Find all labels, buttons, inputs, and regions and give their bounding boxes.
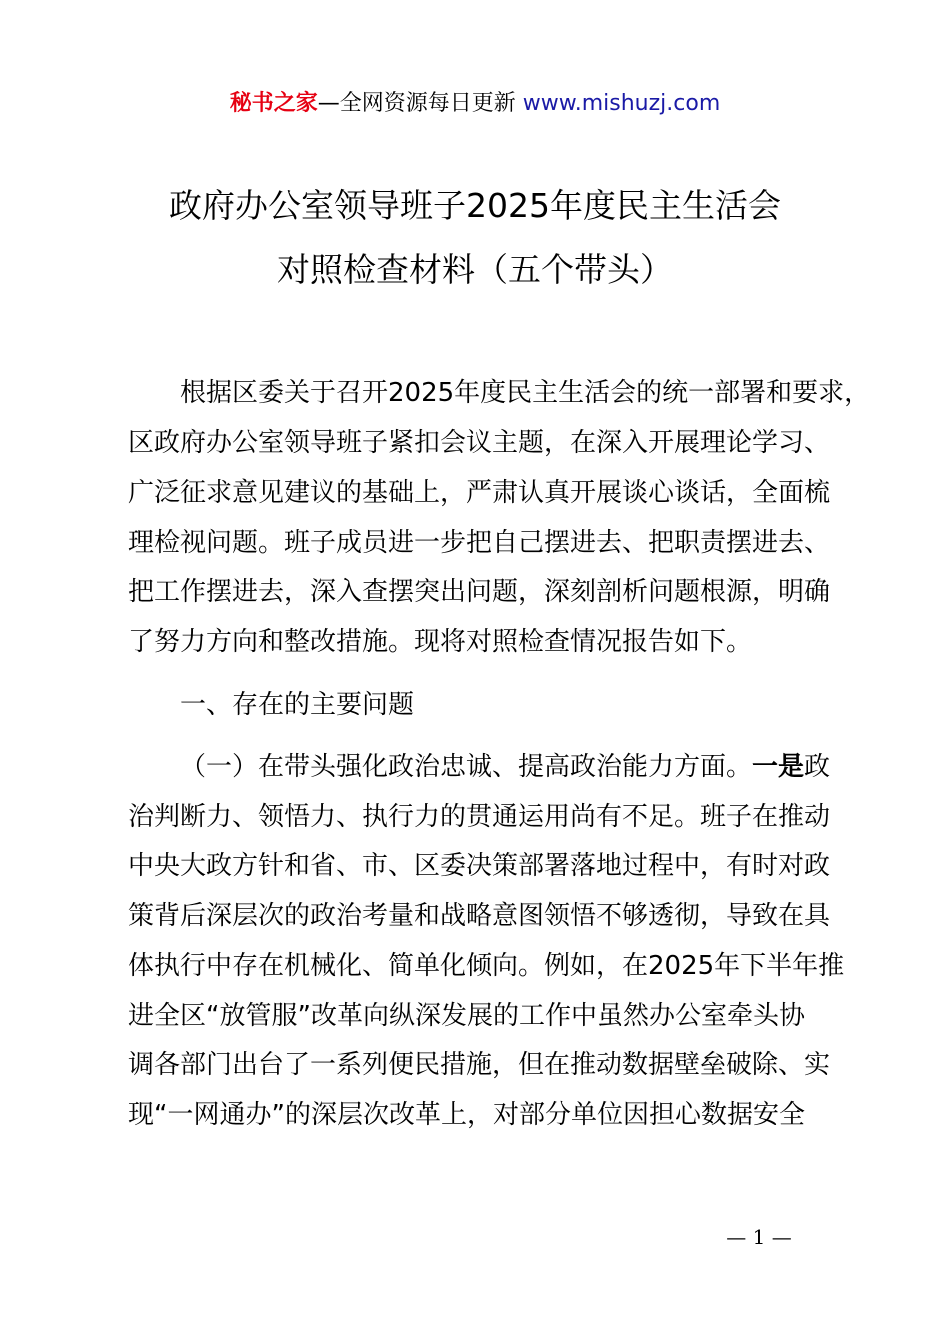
subsection-line: 中央大政方针和省、市、区委决策部署落地过程中，有时对政: [128, 851, 831, 881]
brand-name: 秘书之家: [229, 91, 318, 116]
intro-line: 根据区委关于召开2025年度民主生活会的统一部署和要求，: [180, 378, 871, 408]
subsection-line: 调各部门出台了一系列便民措施，但在推动数据壁垒破除、实: [128, 1050, 831, 1080]
intro-line: 广泛征求意见建议的基础上，严肃认真开展谈心谈话，全面梳: [128, 478, 831, 508]
subsection-lead: （一）在带头强化政治忠诚、提高政治能力方面。: [180, 752, 753, 782]
document-title-line-2: 对照检查材料（五个带头）: [277, 250, 673, 289]
site-url-link[interactable]: www.mishuzj.com: [522, 91, 721, 116]
bold-marker: 一是: [752, 752, 805, 782]
subsection-line: 治判断力、领悟力、执行力的贯通运用尚有不足。班子在推动: [128, 802, 831, 832]
intro-line: 理检视问题。班子成员进一步把自己摆进去、把职责摆进去、: [128, 528, 831, 558]
subsection-line: 体执行中存在机械化、简单化倾向。例如，在2025年下半年推: [128, 951, 845, 981]
intro-line: 了努力方向和整改措施。现将对照检查情况报告如下。: [128, 627, 753, 657]
document-title-line-1: 政府办公室领导班子2025年度民主生活会: [169, 186, 781, 225]
section-heading: 一、存在的主要问题: [180, 690, 415, 720]
subsection-first-line: [180, 742, 830, 792]
site-header: [0, 88, 950, 120]
header-tagline: —全网资源每日更新: [317, 91, 523, 116]
intro-line: 区政府办公室领导班子紧扣会议主题，在深入开展理论学习、: [128, 428, 831, 458]
subsection-line: 现“一网通办”的深层次改革上，对部分单位因担心数据安全: [128, 1100, 805, 1130]
intro-line: 把工作摆进去，深入查摆突出问题，深刻剖析问题根源，明确: [128, 577, 831, 607]
page-number: — 1 —: [726, 1225, 792, 1249]
subsection-line: 策背后深层次的政治考量和战略意图领悟不够透彻，导致在具: [128, 901, 831, 931]
first-line-tail: 政: [804, 752, 831, 782]
subsection-line: 进全区“放管服”改革向纵深发展的工作中虽然办公室牵头协: [128, 1001, 805, 1031]
